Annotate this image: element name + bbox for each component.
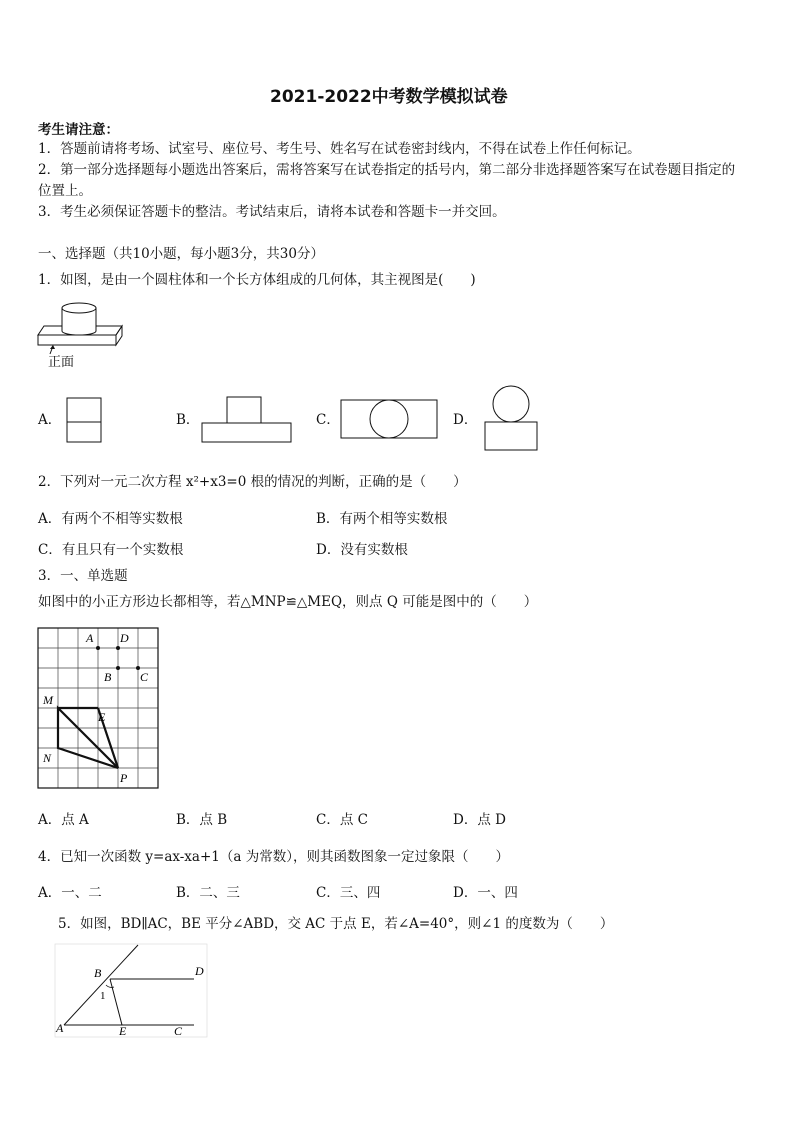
page-title: 2021-2022中考数学模拟试卷 bbox=[270, 87, 508, 107]
q1-option-d-label[interactable]: D． bbox=[453, 412, 478, 428]
q4-option-c[interactable]: C．三、四 bbox=[316, 885, 381, 901]
q3-label-p: P bbox=[120, 771, 128, 785]
q1-figure-label: 正面 bbox=[48, 355, 75, 370]
q5-label-a: A bbox=[56, 1021, 64, 1035]
q3-label-d: D bbox=[120, 631, 129, 645]
q2-option-c[interactable]: C．有且只有一个实数根 bbox=[38, 542, 184, 558]
q2-option-b[interactable]: B．有两个相等实数根 bbox=[316, 511, 448, 527]
notice-item-2-cont: 位置上。 bbox=[38, 183, 92, 199]
q1-option-c-label[interactable]: C． bbox=[316, 412, 340, 428]
q3-stem: 如图中的小正方形边长都相等，若△MNP≌△MEQ，则点 Q 可能是图中的（ ） bbox=[38, 594, 538, 610]
q5-label-c: C bbox=[174, 1024, 183, 1038]
q3-type: 3．一、单选题 bbox=[38, 568, 128, 584]
q3-label-a: A bbox=[86, 631, 94, 645]
q4-option-b[interactable]: B．二、三 bbox=[176, 885, 240, 901]
q5-label-e: E bbox=[119, 1024, 127, 1038]
q3-label-m: M bbox=[43, 693, 53, 707]
q5-stem: 5．如图，BD∥AC，BE 平分∠ABD，交 AC 于点 E，若∠A=40°，则∠1 的度数为（ ） bbox=[58, 916, 614, 932]
q3-label-b: B bbox=[104, 670, 112, 684]
q3-option-d[interactable]: D．点 D bbox=[453, 812, 506, 828]
q1-option-c-figure bbox=[340, 399, 440, 441]
q3-label-c: C bbox=[140, 670, 149, 684]
q2-stem: 2．下列对一元二次方程 x²+x3=0 根的情况的判断，正确的是（ ） bbox=[38, 474, 467, 490]
notice-item-2: 2．第一部分选择题每小题选出答案后，需将答案写在试卷指定的括号内，第二部分非选择题答案写在试卷题目指定的 bbox=[38, 162, 736, 178]
notice-item-3: 3．考生必须保证答题卡的整洁。考试结束后，请将本试卷和答题卡一并交回。 bbox=[38, 204, 506, 220]
q5-label-1: 1 bbox=[100, 990, 106, 1002]
q1-option-a-figure bbox=[66, 397, 106, 445]
q5-figure bbox=[54, 943, 210, 1041]
q3-grid-figure bbox=[38, 628, 160, 790]
q3-label-n: N bbox=[43, 751, 52, 765]
q3-option-a[interactable]: A．点 A bbox=[38, 812, 89, 828]
q1-option-d-figure bbox=[484, 385, 542, 453]
q2-option-d[interactable]: D．没有实数根 bbox=[316, 542, 408, 558]
notice-heading: 考生请注意： bbox=[38, 122, 119, 138]
q1-option-b-figure bbox=[201, 396, 293, 444]
q4-option-d[interactable]: D．一、四 bbox=[453, 885, 518, 901]
q1-option-a-label[interactable]: A． bbox=[38, 412, 62, 428]
q1-stem: 1．如图，是由一个圆柱体和一个长方体组成的几何体，其主视图是( ) bbox=[38, 272, 476, 288]
q5-label-b: B bbox=[94, 966, 102, 980]
q5-label-d: D bbox=[195, 964, 204, 978]
q3-option-c[interactable]: C．点 C bbox=[316, 812, 368, 828]
section-heading: 一、选择题（共10小题，每小题3分，共30分） bbox=[38, 246, 324, 262]
q3-option-b[interactable]: B．点 B bbox=[176, 812, 228, 828]
notice-item-1: 1．答题前请将考场、试室号、座位号、考生号、姓名写在试卷密封线内，不得在试卷上作任何标记。 bbox=[38, 141, 641, 157]
q4-option-a[interactable]: A．一、二 bbox=[38, 885, 102, 901]
q1-option-b-label[interactable]: B． bbox=[176, 412, 200, 428]
q3-label-e: E bbox=[98, 710, 106, 724]
q4-stem: 4．已知一次函数 y=ax-xa+1（a 为常数），则其函数图象一定过象限（ ） bbox=[38, 849, 509, 865]
q2-option-a[interactable]: A．有两个不相等实数根 bbox=[38, 511, 183, 527]
